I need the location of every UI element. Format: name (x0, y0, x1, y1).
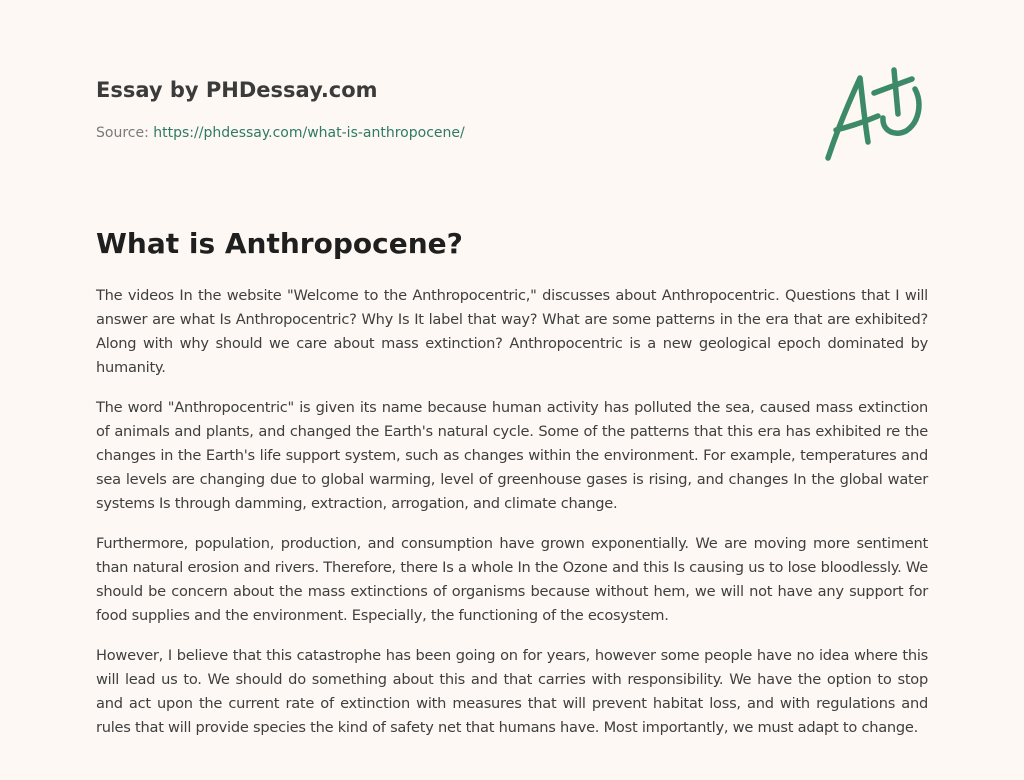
essay-paragraph: Furthermore, population, production, and consumption have grown exponentially. We are moving more sentiment than natural erosion and rivers. Therefore, there Is a whole In the Ozone and this Is causing us to lose bloodlessly. We should be concern about the mass extinctions of organisms because without hem, we will not have any support for food supplies and the environment. Especially, the functioning of the ecosystem. (96, 535, 928, 624)
source-line (96, 123, 465, 143)
essay-body (96, 284, 928, 756)
header (96, 76, 928, 141)
essay-page (96, 0, 928, 780)
essay-paragraph: The videos In the website "Welcome to the Anthropocentric," discusses about Anthropocentric. Questions that I will answer are what Is Anthropocentric? Why Is It label that way? What are some patterns in the era that are exhibited? Along with why should we care about mass extinction? Anthropocentric is a new geological epoch dominated by humanity. (96, 287, 928, 376)
essay-paragraph: The word "Anthropocentric" is given its name because human activity has polluted the sea, caused mass extinction of animals and plants, and changed the Earth's natural cycle. Some of the patterns that this era has exhibited re the changes in the Earth's life support system, such as changes within the environment. For example, temperatures and sea levels are changing due to global warming, level of greenhouse gases is rising, and changes In the global water systems Is through damming, extraction, arrogation, and climate change. (96, 399, 928, 512)
source-link[interactable]: https://phdessay.com/what-is-anthropocene/ (153, 125, 465, 141)
essay-title: What is Anthropocene? (96, 227, 463, 260)
a-plus-logo-icon (822, 64, 928, 164)
essay-paragraph: However, I believe that this catastrophe has been going on for years, however some people have no idea where this will lead us to. We should do something about this and that carries with responsibility. We have the option to stop and act upon the current rate of extinction with measures that will prevent habitat loss, and with regulations and rules that will provide species the kind of safety net that humans have. Most importantly, we must adapt to change. (96, 647, 928, 736)
a-plus-logo-svg (822, 64, 928, 164)
source-label: Source: (96, 125, 154, 141)
brand-title: Essay by PHDessay.com (96, 78, 378, 102)
